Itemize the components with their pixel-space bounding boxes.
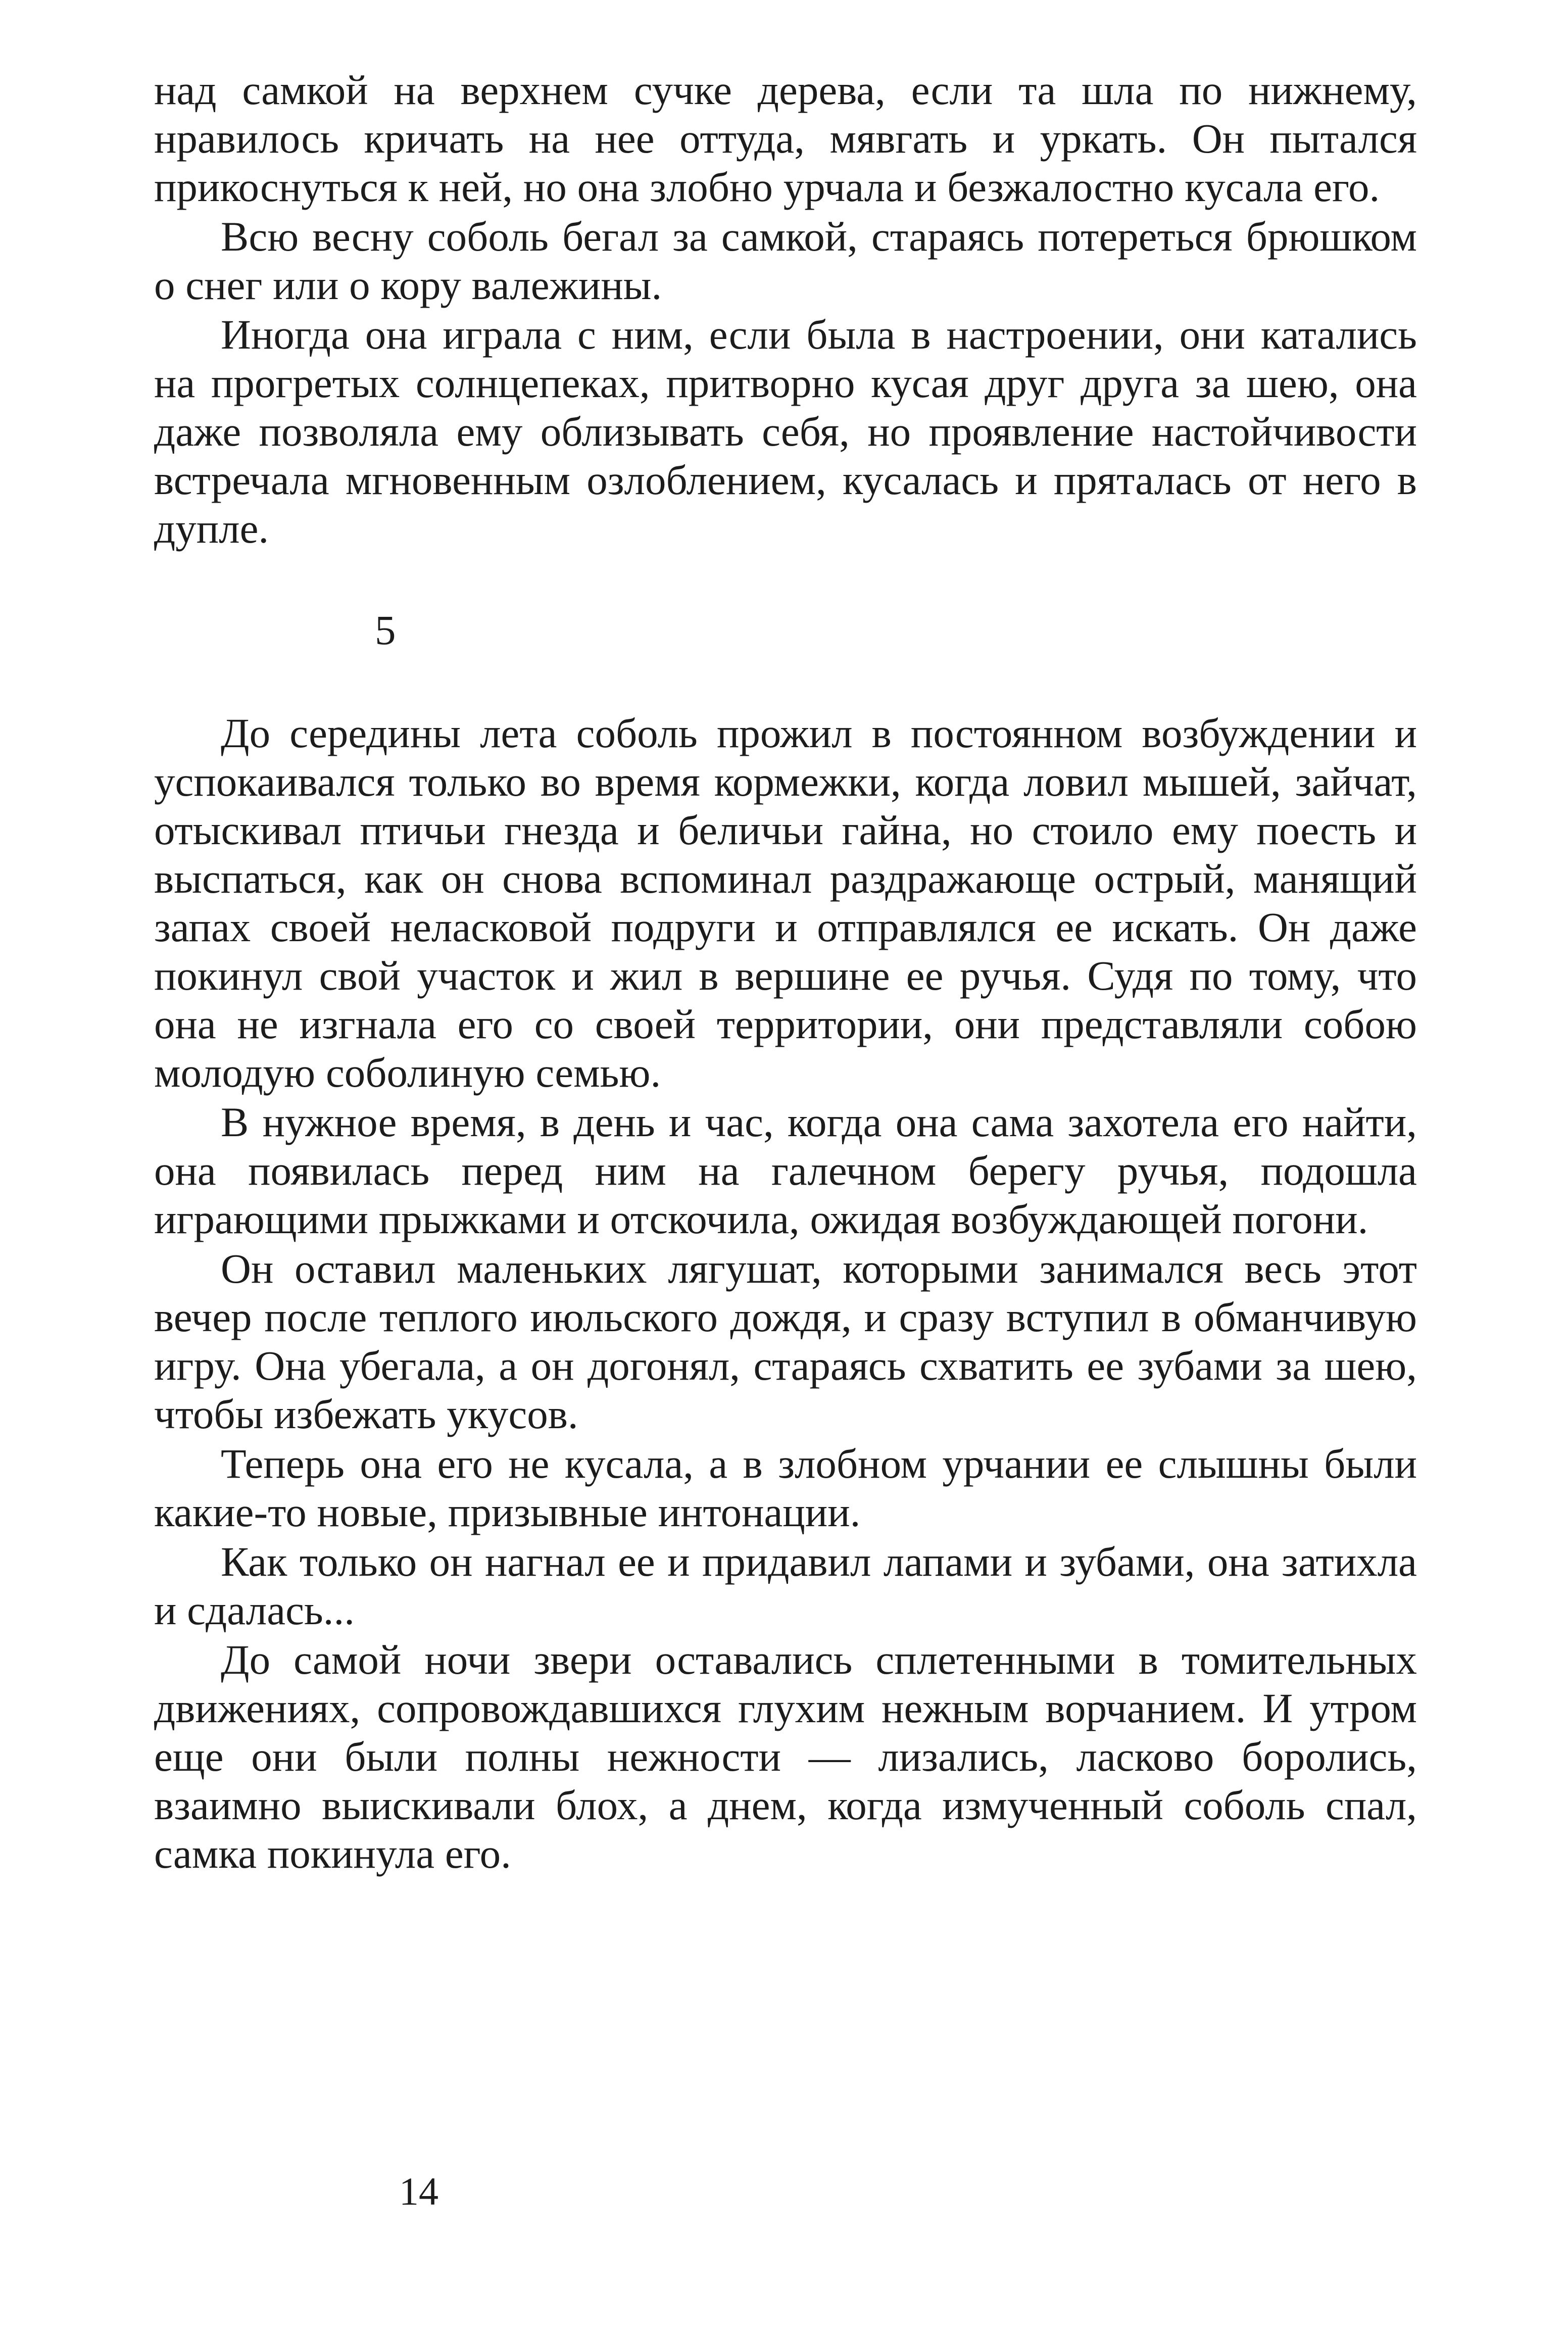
paragraph: Он оставил маленьких лягушат, которыми занимался весь этот вечер после теплого июльского дождя, и сразу вступил в обманчивую игру. Она убегала, а он догонял, стараясь схватить ее зубами за шею, чтобы избежать укусов. [154,1245,1417,1437]
paragraph: Всю весну соболь бегал за самкой, стараясь потереться брюшком о снег или о кору валежины. [154,213,1417,308]
page-text [154,66,1417,1879]
paragraph: До самой ночи звери оставались сплетенными в томительных движениях, сопровождавшихся глухим нежным ворчанием. И утром еще они были полны нежности — лизались, ласково боролись, взаимно выискивали блох, а днем, когда измученный соболь спал, самка покинула его. [154,1636,1417,1877]
paragraph-continuation: над самкой на верхнем сучке дерева, если та шла по нижнему, нравилось кричать на нее оттуда, мявгать и уркать. Он пытался прикоснуться к ней, но она злобно урчала и безжалостно кусала его. [154,67,1417,210]
paragraph: Как только он нагнал ее и придавил лапами и зубами, она затихла и сдалась... [154,1538,1417,1633]
page-number: 14 [399,2169,438,2213]
paragraph: До середины лета соболь прожил в постоянном возбуждении и успокаивался только во время кормежки, когда ловил мышей, зайчат, отыскивал птичьи гнезда и беличьи гайна, но стоило ему поесть и выспаться, как он снова вспоминал раздражающе острый, манящий запах своей неласковой подруги и отправлялся ее искать. Он даже покинул свой участок и жил в вершине ее ручья. Судя по тому, что она не изгнала его со своей территории, они представляли собою молодую соболиную семью. [154,710,1417,1096]
paragraph: Иногда она играла с ним, если была в настроении, они катались на прогретых солнцепеках, притворно кусая друг друга за шею, она даже позволяла ему облизывать себя, но проявление настойчивости встречала мгновенным озлоблением, кусалась и пряталась от него в дупле. [154,311,1417,552]
chapter-number: 5 [375,607,396,653]
paragraph: Теперь она его не кусала, а в злобном урчании ее слышны были какие-то новые, призывные интонации. [154,1440,1417,1535]
paragraph: В нужное время, в день и час, когда она сама захотела его найти, она появилась перед ним на галечном берегу ручья, подошла играющими прыжками и отскочила, ожидая возбуждающей погони. [154,1099,1417,1242]
